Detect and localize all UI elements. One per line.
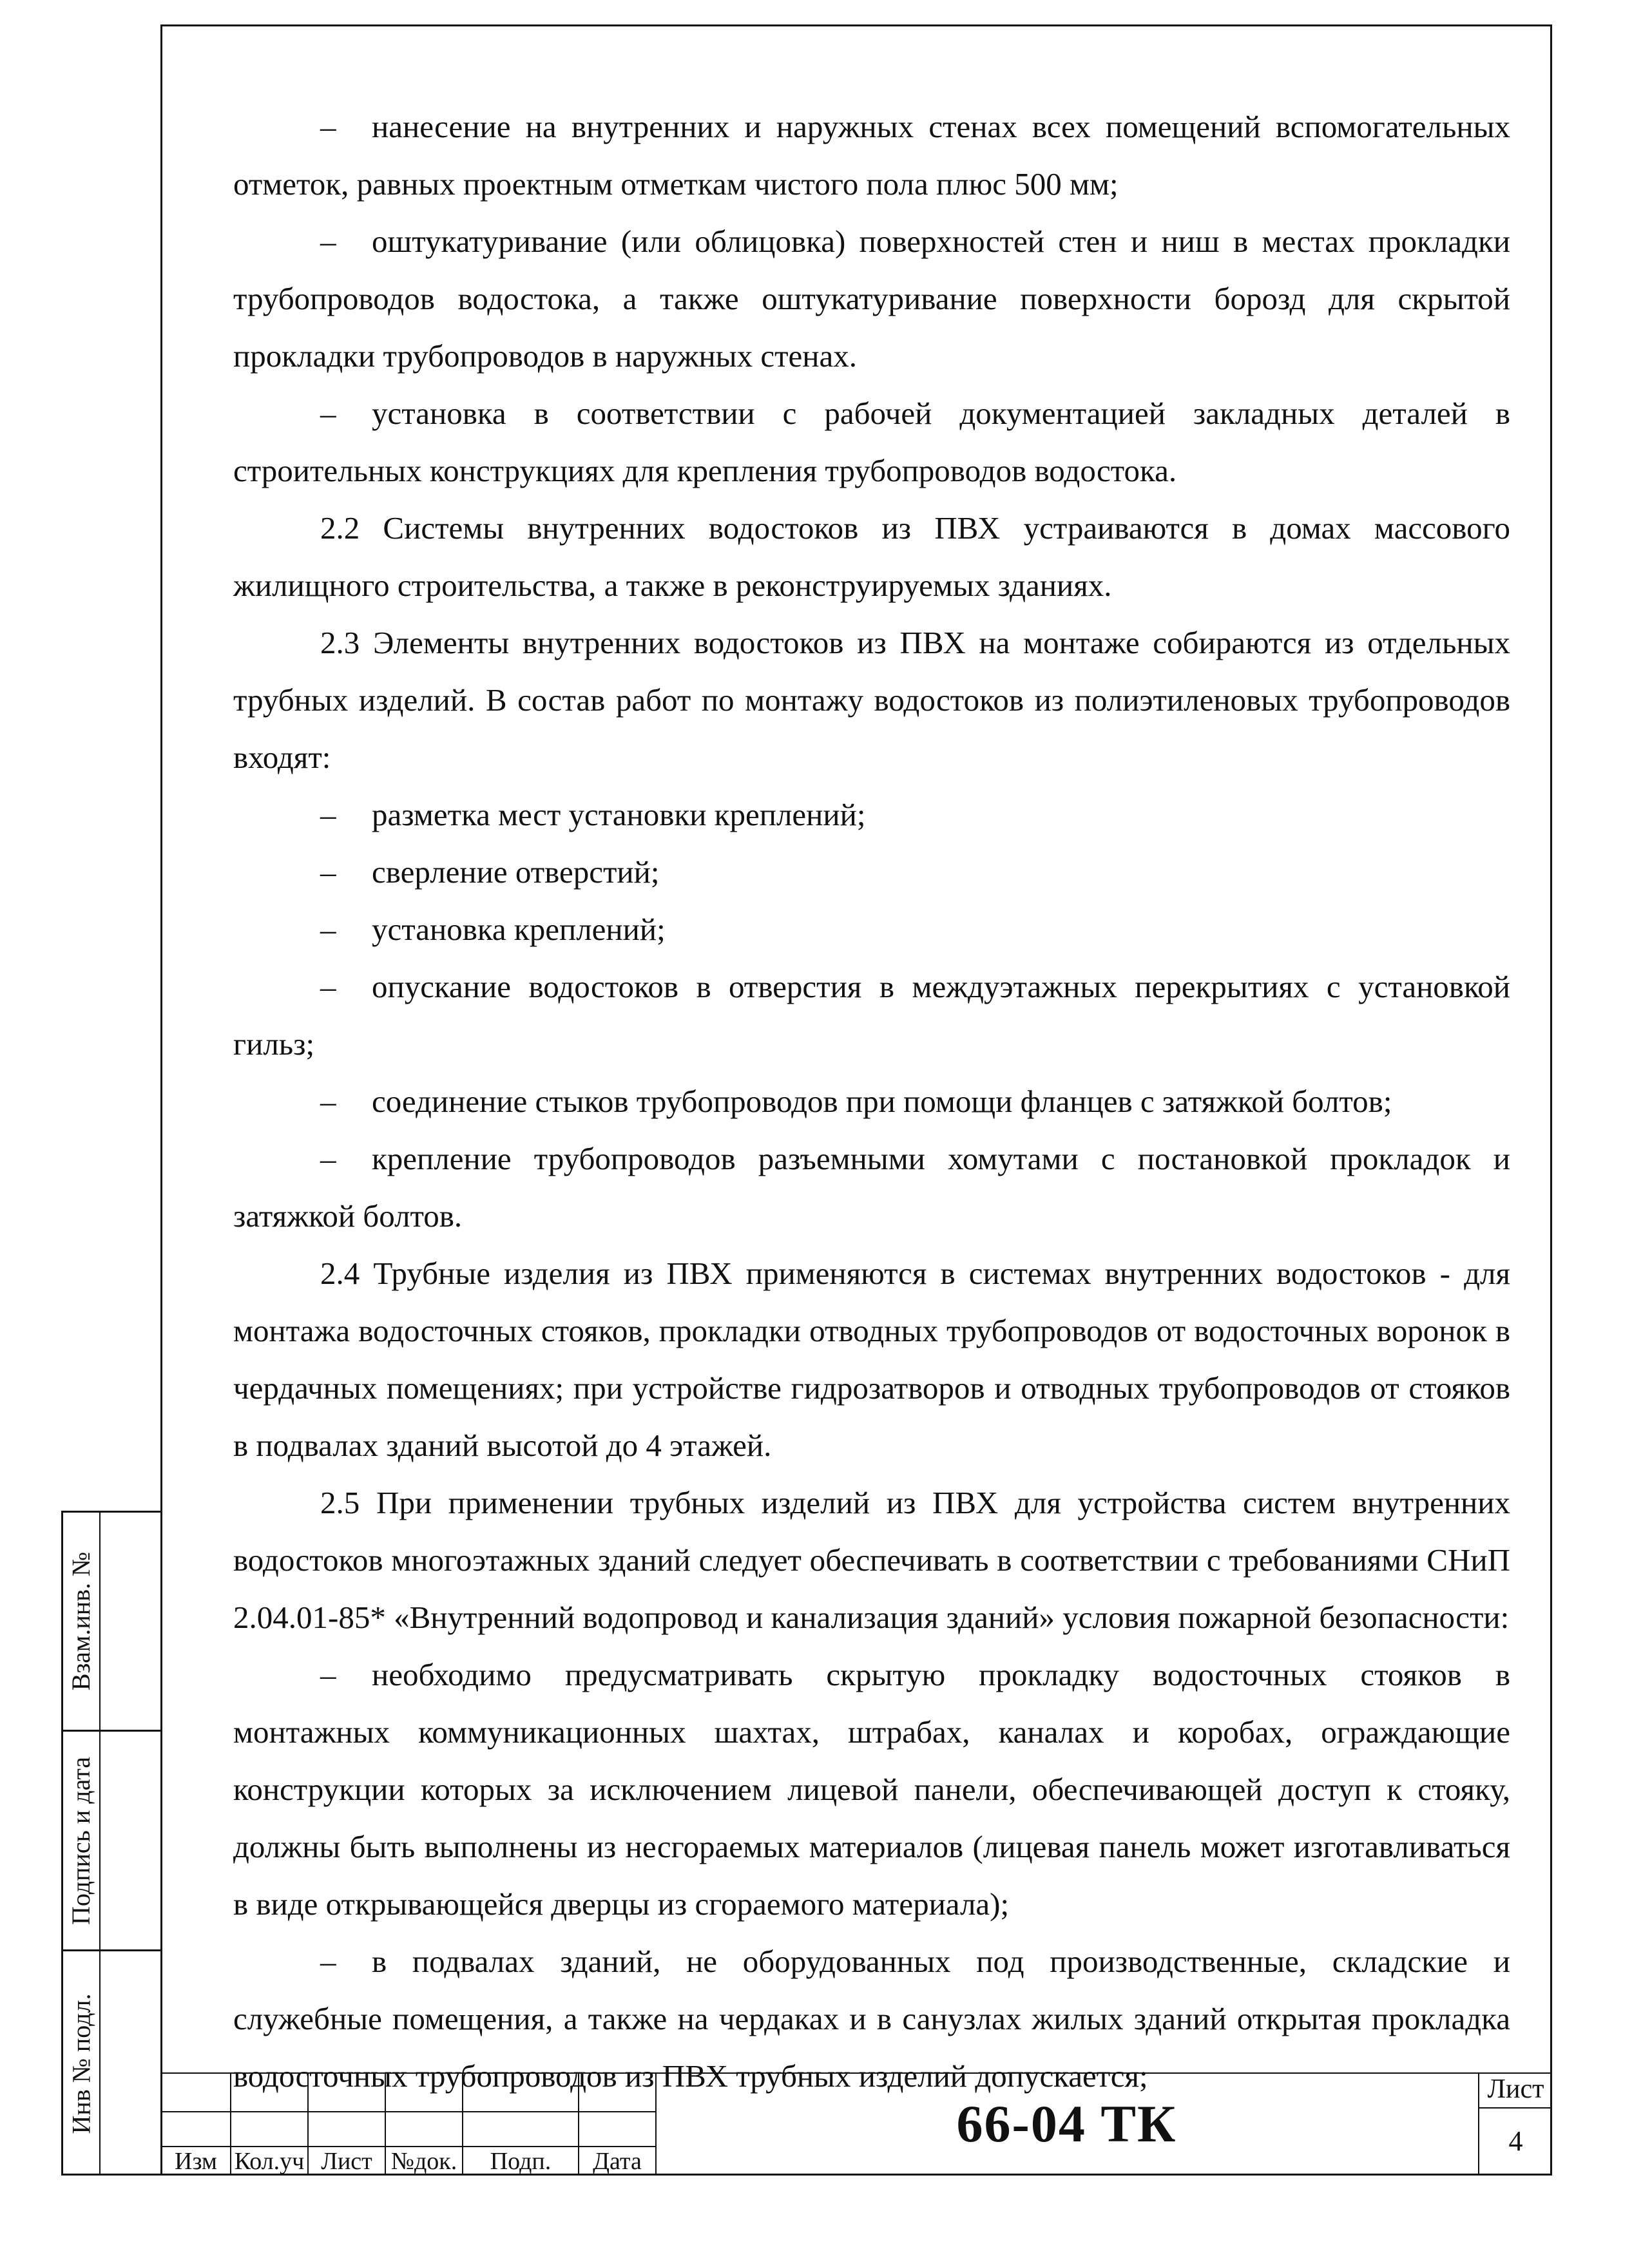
list-item xyxy=(233,786,1510,843)
dash-marker: – xyxy=(320,854,336,890)
col-kol-uch-label: Кол.уч xyxy=(234,2148,305,2175)
paragraph-text: нанесение на внутренних и наружных стенах всех помещений вспомогательных отметок, равных проектным отметкам чистого пола плюс 500 мм; xyxy=(233,109,1510,202)
list-item xyxy=(233,1073,1510,1130)
dash-marker: – xyxy=(320,969,336,1004)
list-item xyxy=(233,958,1510,1073)
col-list-label: Лист xyxy=(321,2148,372,2175)
paragraph-text: оштукатуривание (или облицовка) поверхностей стен и ниш в местах прокладки трубопроводов водостока, а также оштукатуривание поверхности борозд для скрытой прокладки трубопроводов в наружных стенах. xyxy=(233,224,1510,374)
dash-marker: – xyxy=(320,1084,336,1119)
paragraph xyxy=(233,1474,1510,1646)
paragraph-text: установка в соответствии с рабочей документацией закладных деталей в строительных конструкциях для крепления трубопроводов водостока. xyxy=(233,396,1510,488)
paragraph-text: необходимо предусматривать скрытую прокладку водосточных стояков в монтажных коммуникационных шахтах, штрабах, каналах и коробах, ограждающие конструкции которых за исключением лицевой панели, обеспечивающей доступ к стояку, должны быть выполнены из несгораемых материалов (лицевая панель может изготавливаться в виде открывающейся дверцы из сгораемого материала); xyxy=(233,1657,1510,1922)
paragraph-text: 2.5 При применении трубных изделий из ПВХ для устройства систем внутренних водостоков многоэтажных зданий следует обеспечивать в соответствии с требованиями СНиП 2.04.01-85* «Внутренний водопровод и канализация зданий» условия пожарной безопасности: xyxy=(233,1485,1510,1635)
sheet-label: Лист xyxy=(1479,2074,1552,2109)
document-code: 66-04 ТК xyxy=(956,2094,1177,2153)
list-item xyxy=(233,843,1510,901)
title-block xyxy=(160,2072,1552,2176)
paragraph-text: 2.2 Системы внутренних водостоков из ПВХ устраиваются в домах массового жилищного строительства, а также в реконструируемых зданиях. xyxy=(233,510,1510,603)
list-item xyxy=(233,385,1510,499)
paragraph xyxy=(233,499,1510,614)
paragraph-text: разметка мест установки креплений; xyxy=(372,797,866,832)
dash-marker: – xyxy=(320,224,336,259)
dash-marker: – xyxy=(320,1657,336,1692)
paragraph xyxy=(233,1245,1510,1474)
paragraph-text: соединение стыков трубопроводов при помощи фланцев с затяжкой болтов; xyxy=(372,1084,1392,1119)
inv-original-label: Инв № подл. xyxy=(66,1993,96,2134)
paragraph-text: установка креплений; xyxy=(372,912,666,947)
list-item xyxy=(233,98,1510,213)
signature-date-label: Подпись и дата xyxy=(66,1756,96,1925)
paragraph xyxy=(233,614,1510,786)
paragraph-text: сверление отверстий; xyxy=(372,854,660,890)
list-item xyxy=(233,901,1510,958)
paragraph-text: в подвалах зданий, не оборудованных под производственные, складские и служебные помещения, а также на чердаках и в санузлах жилых зданий открытая прокладка водосточных трубопроводов из ПВХ трубных изделий допускается; xyxy=(233,1944,1510,2094)
dash-marker: – xyxy=(320,912,336,947)
paragraph-text: крепление трубопроводов разъемными хомутами с постановкой прокладок и затяжкой болтов. xyxy=(233,1141,1510,1234)
list-item xyxy=(233,1646,1510,1933)
col-izm-label: Изм xyxy=(175,2148,217,2175)
title-block-row-line xyxy=(160,2111,655,2112)
dash-marker: – xyxy=(320,1141,336,1176)
dash-marker: – xyxy=(320,1944,336,1979)
sheet-number: 4 xyxy=(1508,2125,1523,2157)
dash-marker: – xyxy=(320,797,336,832)
col-doc-num-label: №док. xyxy=(390,2148,457,2175)
dash-marker: – xyxy=(320,109,336,144)
left-margin-stamp xyxy=(61,1511,160,2176)
paragraph-text: 2.4 Трубные изделия из ПВХ применяются в системах внутренних водостоков - для монтажа водосточных стояков, прокладки отводных трубопроводов от водосточных воронок в чердачных помещениях; при устройстве гидрозатворов и отводных трубопроводов от стояков в подвалах зданий высотой до 4 этажей. xyxy=(233,1256,1510,1463)
col-date-label: Дата xyxy=(593,2148,642,2175)
paragraph-text: 2.3 Элементы внутренних водостоков из ПВХ на монтаже собираются из отдельных трубных изделий. В состав работ по монтажу водостоков из полиэтиленовых трубопроводов входят: xyxy=(233,625,1510,775)
replaced-inv-label: Взам.инв. № xyxy=(66,1551,96,1691)
stamp-column-divider xyxy=(99,1513,101,2174)
title-block-row-line xyxy=(160,2072,655,2074)
dash-marker: – xyxy=(320,396,336,431)
document-body xyxy=(233,98,1510,2105)
col-sign-label: Подп. xyxy=(490,2148,552,2175)
list-item xyxy=(233,213,1510,385)
sheet-number-box xyxy=(1478,2072,1552,2176)
list-item xyxy=(233,1130,1510,1245)
paragraph-text: опускание водостоков в отверстия в междуэтажных перекрытиях с установкой гильз; xyxy=(233,969,1510,1062)
